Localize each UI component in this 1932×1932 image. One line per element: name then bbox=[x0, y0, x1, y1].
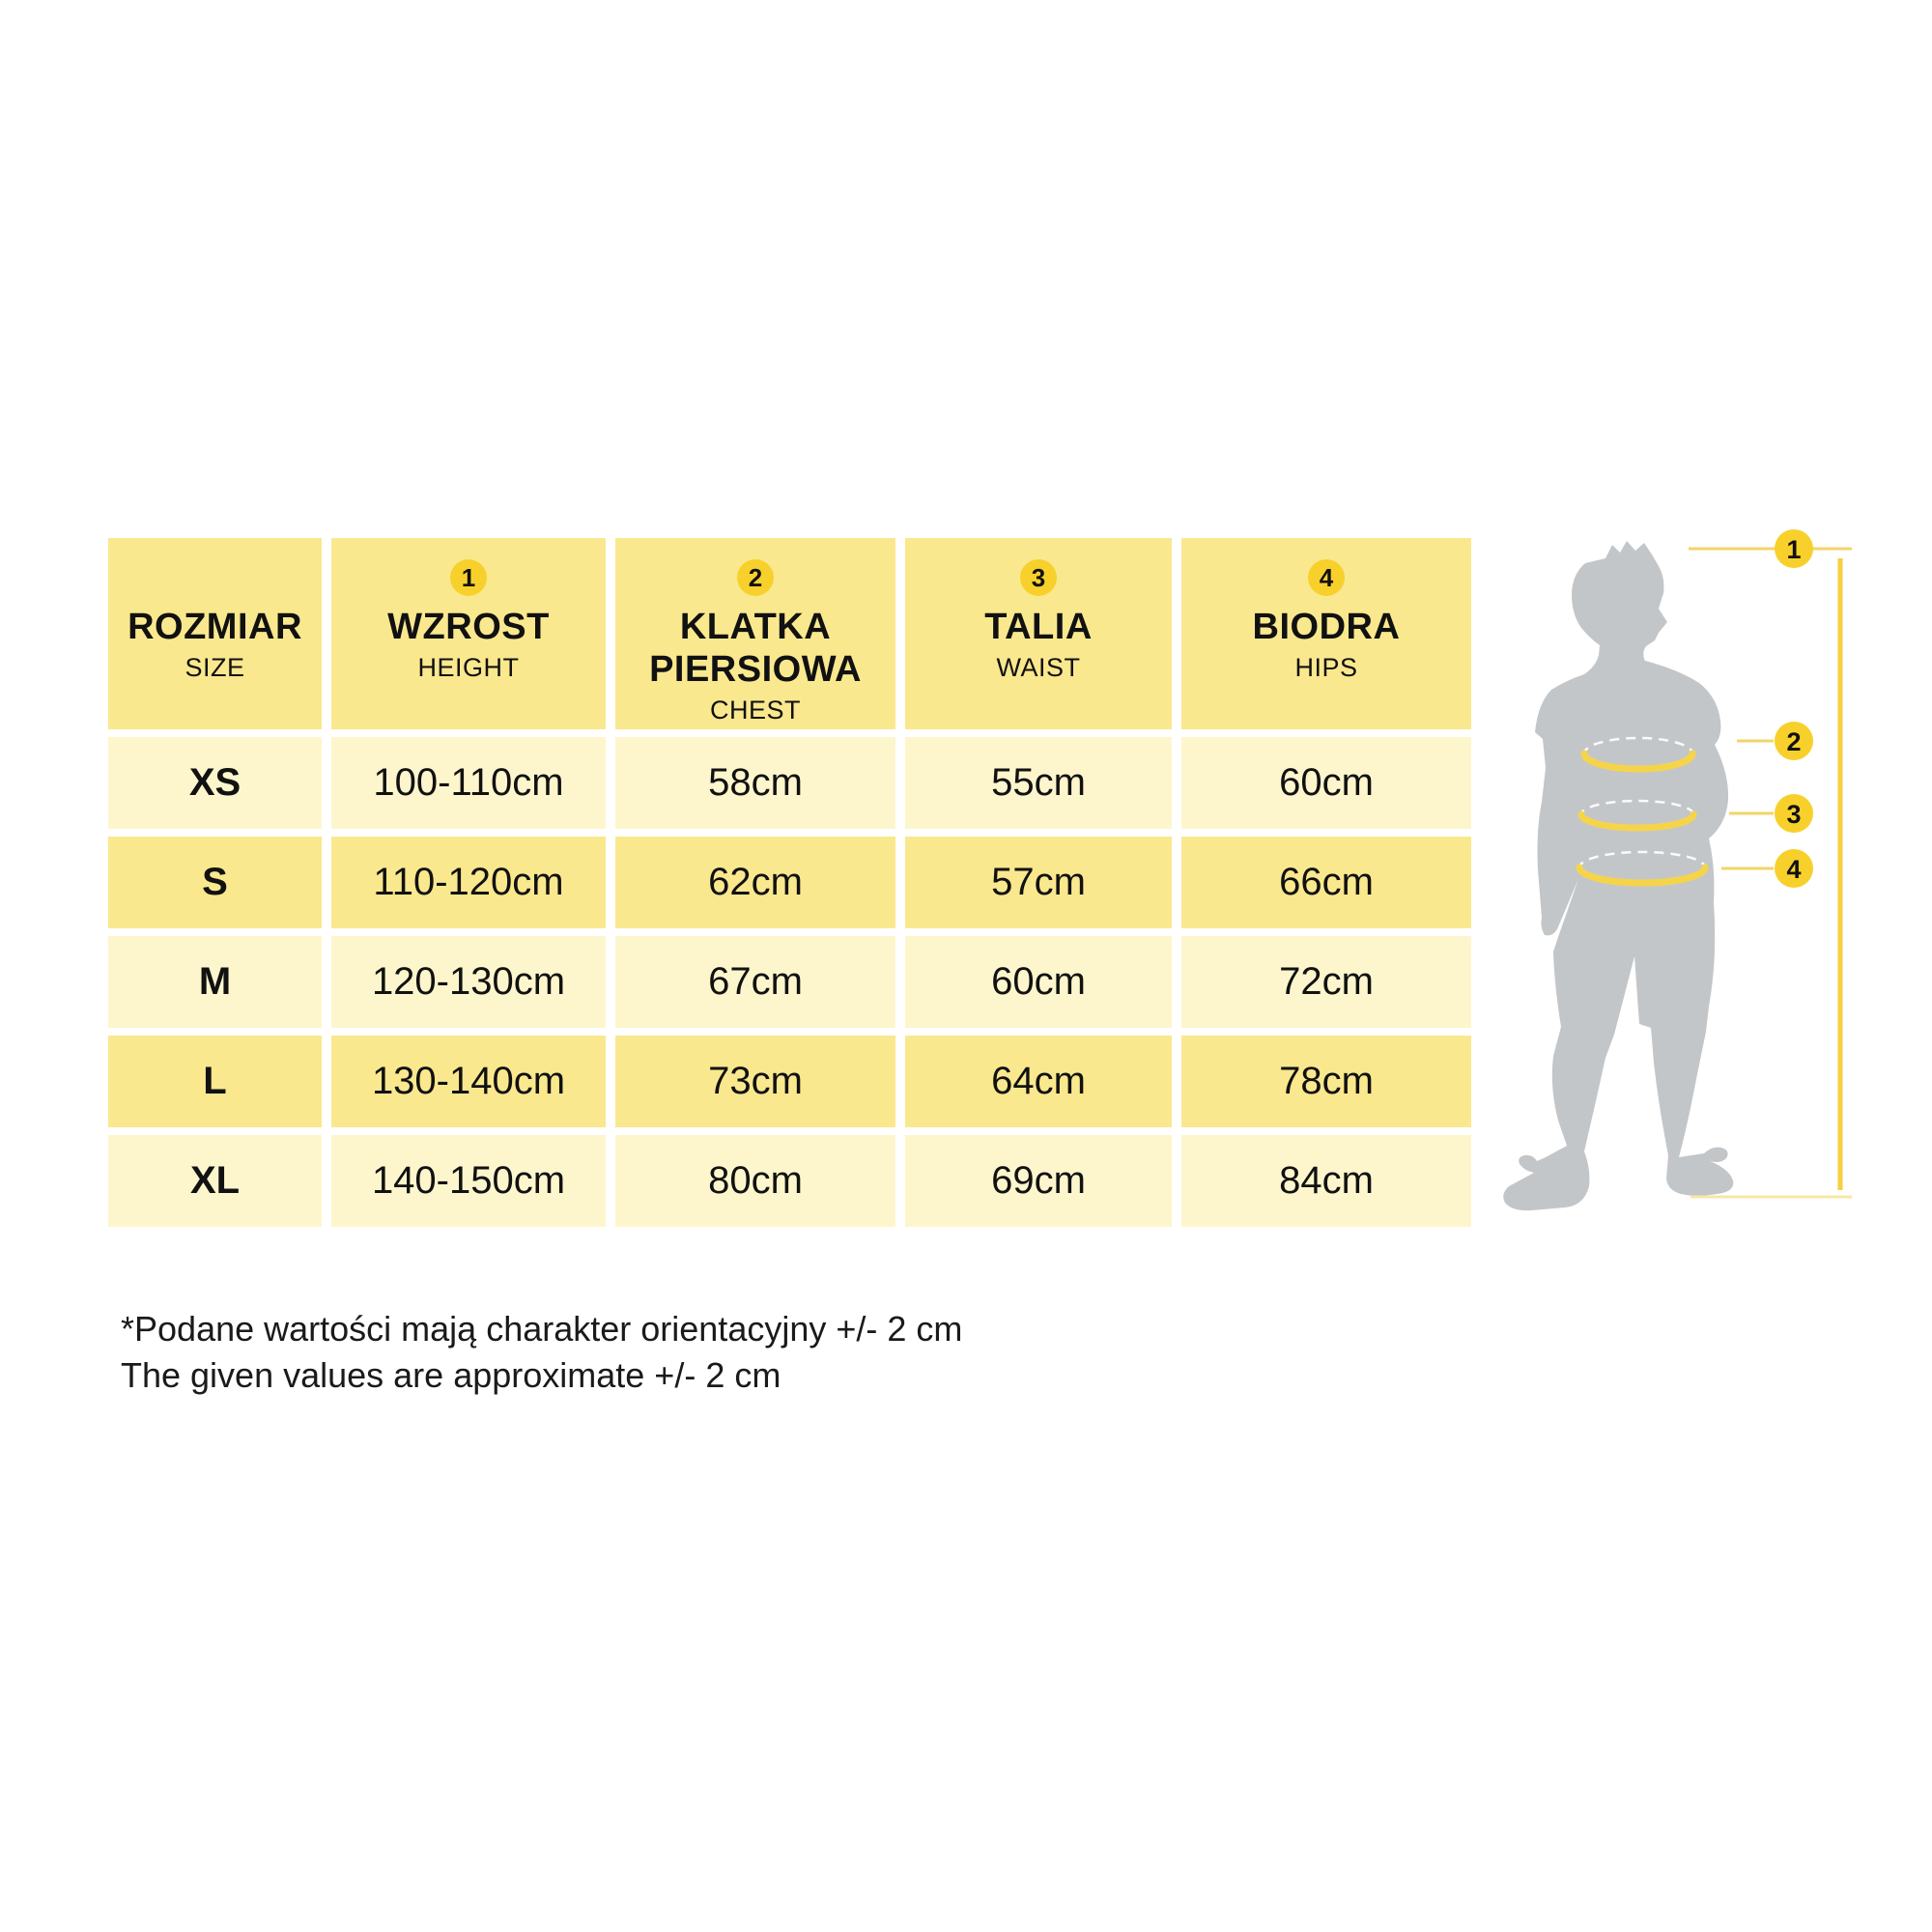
header-cell-size bbox=[108, 538, 322, 729]
table-row-s-size: S bbox=[108, 837, 322, 928]
figure-badge-2 bbox=[1775, 722, 1813, 760]
table-row-l-chest: 73cm bbox=[615, 1036, 895, 1127]
table-row-l-height: 130-140cm bbox=[331, 1036, 606, 1127]
table-row-xs-hips: 60cm bbox=[1181, 737, 1471, 829]
table-row-s-height: 110-120cm bbox=[331, 837, 606, 928]
badge-slot bbox=[1308, 559, 1345, 606]
table-row-m-waist: 60cm bbox=[905, 936, 1172, 1028]
number-3-badge: 3 bbox=[1020, 559, 1057, 596]
number-2-badge: 2 bbox=[737, 559, 774, 596]
table-row-xl-size: XL bbox=[108, 1135, 322, 1227]
svg-text:2: 2 bbox=[1786, 727, 1802, 756]
table-row-xs-size: XS bbox=[108, 737, 322, 829]
footnote bbox=[121, 1306, 962, 1399]
table-row-xl-chest: 80cm bbox=[615, 1135, 895, 1227]
badge-slot bbox=[1020, 559, 1057, 606]
table-row-s-chest: 62cm bbox=[615, 837, 895, 928]
header-pl-size: ROZMIAR bbox=[128, 607, 302, 647]
table-row-xl-waist: 69cm bbox=[905, 1135, 1172, 1227]
table-row-s-waist: 57cm bbox=[905, 837, 1172, 928]
table-row-l-hips: 78cm bbox=[1181, 1036, 1471, 1127]
table-row-m-hips: 72cm bbox=[1181, 936, 1471, 1028]
header-pl-chest: KLATKA PIERSIOWA bbox=[649, 607, 862, 690]
size-table bbox=[108, 538, 1471, 1227]
number-1-badge: 1 bbox=[450, 559, 487, 596]
svg-text:3: 3 bbox=[1786, 800, 1802, 829]
figure-badge-1 bbox=[1775, 529, 1813, 568]
table-row-s-hips: 66cm bbox=[1181, 837, 1471, 928]
footnote-line-en: The given values are approximate +/- 2 cm bbox=[121, 1355, 781, 1395]
header-en-size: SIZE bbox=[185, 653, 245, 682]
table-row-xl-height: 140-150cm bbox=[331, 1135, 606, 1227]
header-cell-height bbox=[331, 538, 606, 729]
header-en-chest: CHEST bbox=[709, 696, 801, 724]
number-4-badge: 4 bbox=[1308, 559, 1345, 596]
svg-text:4: 4 bbox=[1786, 855, 1802, 884]
header-pl-waist: TALIA bbox=[984, 607, 1093, 647]
header-pl-hips: BIODRA bbox=[1252, 607, 1401, 647]
table-row-m-height: 120-130cm bbox=[331, 936, 606, 1028]
table-row-l-waist: 64cm bbox=[905, 1036, 1172, 1127]
header-cell-waist bbox=[905, 538, 1172, 729]
badge-slot bbox=[450, 559, 487, 606]
badge-slot bbox=[737, 559, 774, 606]
header-en-height: HEIGHT bbox=[417, 653, 520, 682]
boy-measurement-figure bbox=[1401, 522, 1903, 1256]
header-en-hips: HIPS bbox=[1294, 653, 1358, 682]
header-cell-chest bbox=[615, 538, 895, 729]
svg-text:1: 1 bbox=[1786, 535, 1802, 564]
table-row-xl-hips: 84cm bbox=[1181, 1135, 1471, 1227]
table-row-m-chest: 67cm bbox=[615, 936, 895, 1028]
table-row-xs-waist: 55cm bbox=[905, 737, 1172, 829]
header-pl-height: WZROST bbox=[387, 607, 550, 647]
table-row-xs-chest: 58cm bbox=[615, 737, 895, 829]
footnote-line-pl: *Podane wartości mają charakter orientacyjny +/- 2 cm bbox=[121, 1309, 963, 1349]
header-en-waist: WAIST bbox=[996, 653, 1081, 682]
table-row-xs-height: 100-110cm bbox=[331, 737, 606, 829]
figure-badge-3 bbox=[1775, 794, 1813, 833]
table-row-m-size: M bbox=[108, 936, 322, 1028]
table-row-l-size: L bbox=[108, 1036, 322, 1127]
figure-badge-4 bbox=[1775, 849, 1813, 888]
